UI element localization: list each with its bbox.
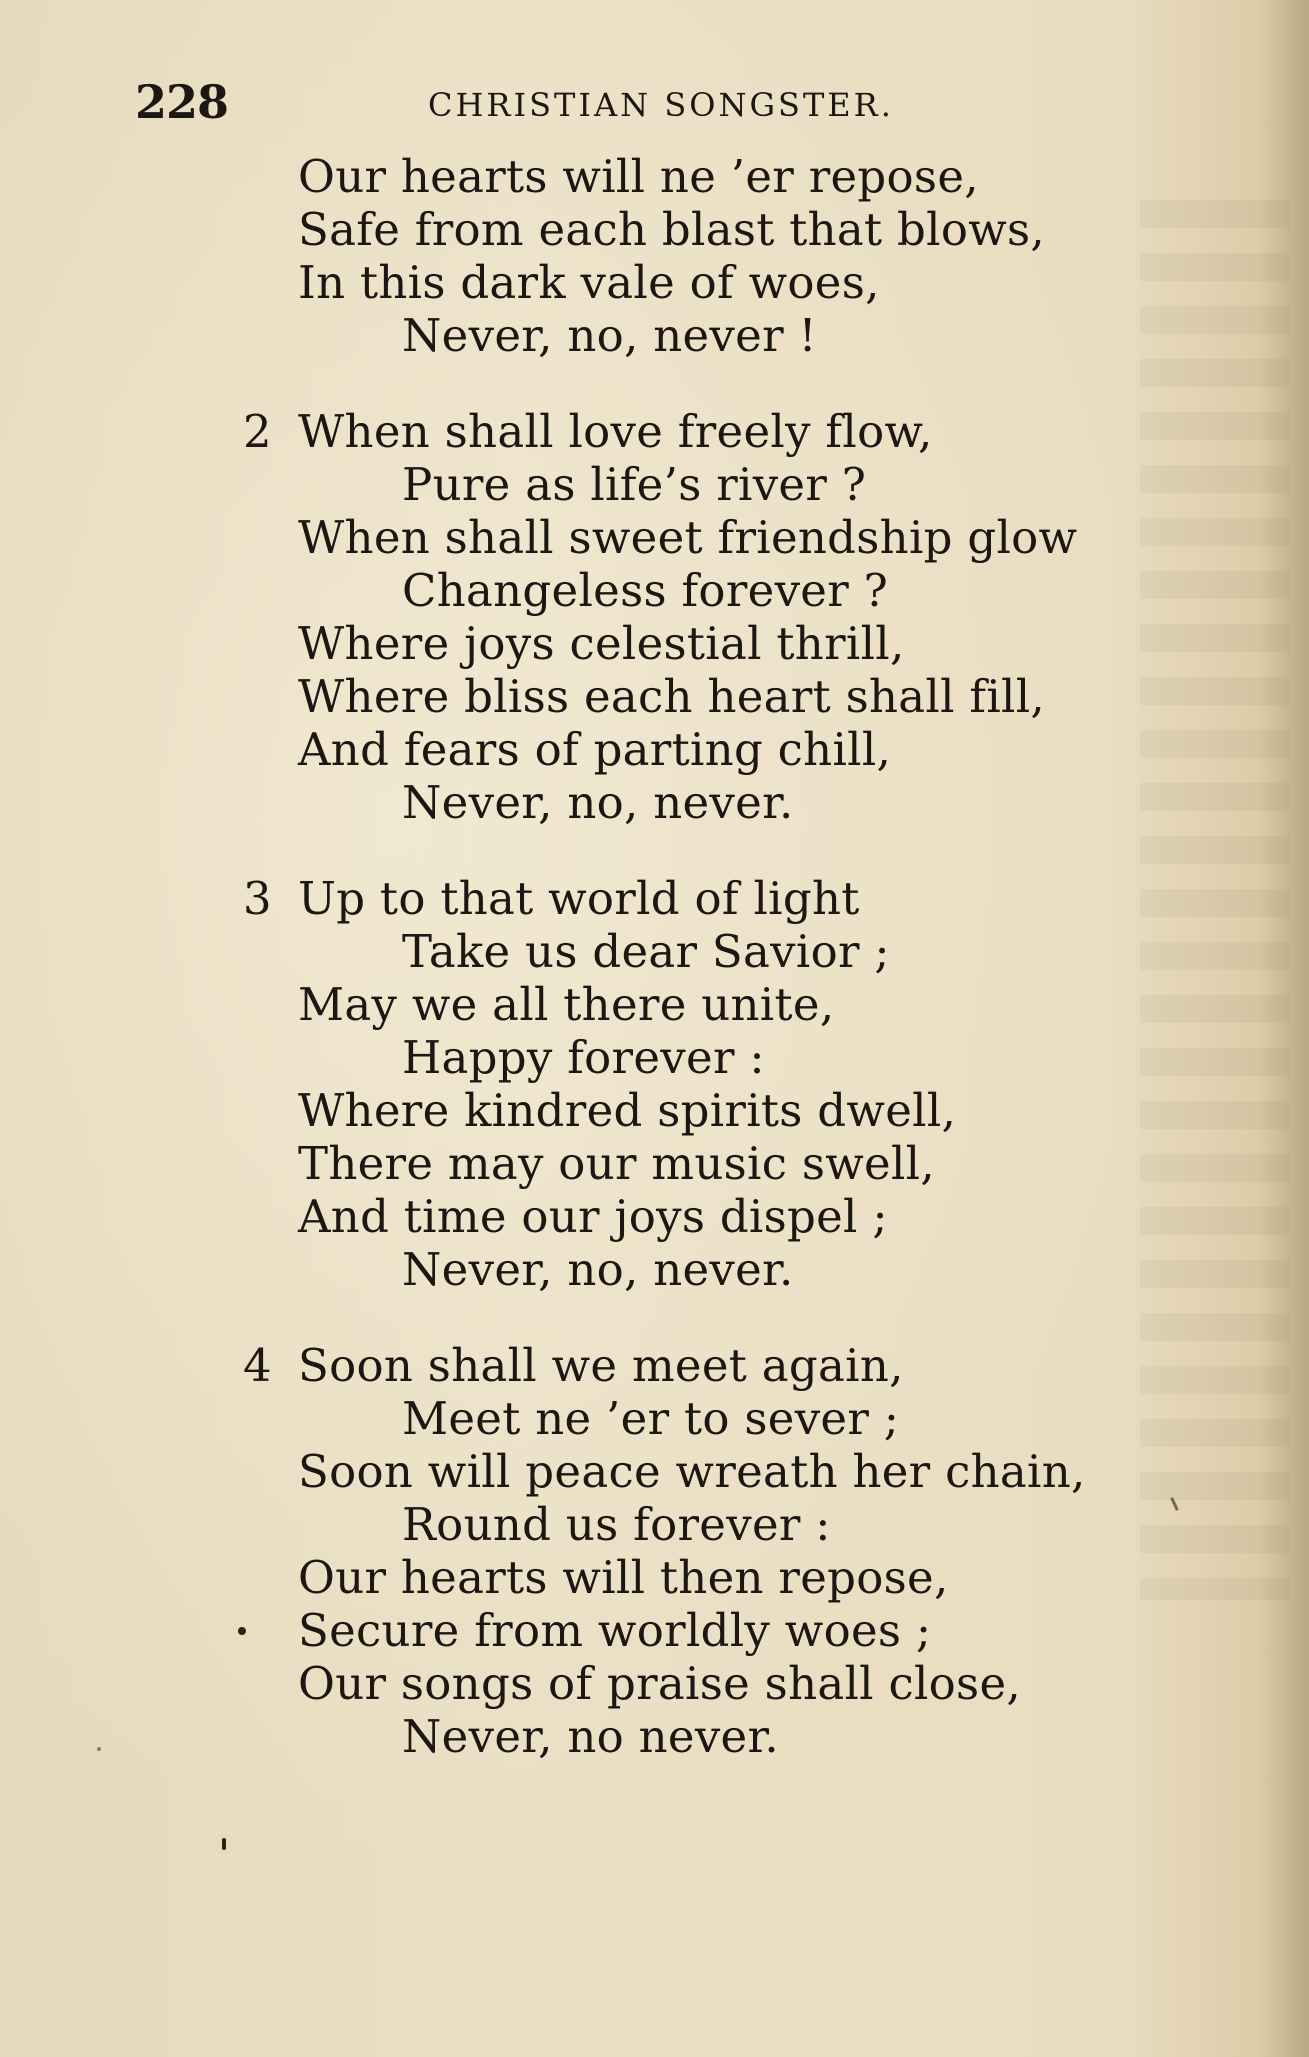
running-head: CHRISTIAN SONGSTER.: [428, 86, 894, 124]
verse-line: May we all there unite,: [298, 978, 835, 1031]
ink-speck: [97, 1747, 101, 1751]
verse-line: Where joys celestial thrill,: [298, 617, 905, 670]
verse-line: Where bliss each heart shall fill,: [298, 670, 1046, 723]
verse-line: And fears of parting chill,: [298, 723, 892, 776]
page-edge-shadow: [1259, 0, 1309, 2057]
verse-line: Safe from each blast that blows,: [298, 203, 1046, 256]
verse-line: And time our joys dispel ;: [298, 1190, 888, 1243]
page-number: 228: [135, 75, 229, 129]
verse-line-refrain: Never, no never.: [402, 1710, 779, 1763]
verse-line: Up to that world of light: [298, 872, 860, 925]
verse-line: When shall love freely flow,: [298, 405, 933, 458]
verse-line: Our hearts will then repose,: [298, 1551, 949, 1604]
verse-line: When shall sweet friendship glow: [298, 511, 1078, 564]
verse-line: Our hearts will ne ’er repose,: [298, 150, 979, 203]
stanza-number: 4: [243, 1339, 272, 1392]
verse-line: Round us forever :: [402, 1498, 831, 1551]
ink-speck: [222, 1838, 226, 1850]
verse-line: Soon will peace wreath her chain,: [298, 1445, 1086, 1498]
stanza-number: 2: [243, 405, 272, 458]
stanza-number: 3: [243, 872, 272, 925]
page-header: [0, 72, 1309, 132]
verse-line: Pure as life’s river ?: [402, 458, 867, 511]
verse-line: Changeless forever ?: [402, 564, 889, 617]
ink-speck: [238, 1627, 246, 1635]
verse-line: Meet ne ’er to sever ;: [402, 1392, 900, 1445]
verse-line: Where kindred spirits dwell,: [298, 1084, 957, 1137]
verse-line: There may our music swell,: [298, 1137, 935, 1190]
verse-line: Soon shall we meet again,: [298, 1339, 904, 1392]
verse-line: Happy forever :: [402, 1031, 765, 1084]
verse-line-refrain: Never, no, never !: [402, 309, 817, 362]
verse-line: Take us dear Savior ;: [402, 925, 890, 978]
verse-line: In this dark vale of woes,: [298, 256, 880, 309]
verse-line: Our songs of praise shall close,: [298, 1657, 1021, 1710]
verse-line: Secure from worldly woes ;: [298, 1604, 932, 1657]
verse-line-refrain: Never, no, never.: [402, 1243, 794, 1296]
verse-line-refrain: Never, no, never.: [402, 776, 794, 829]
